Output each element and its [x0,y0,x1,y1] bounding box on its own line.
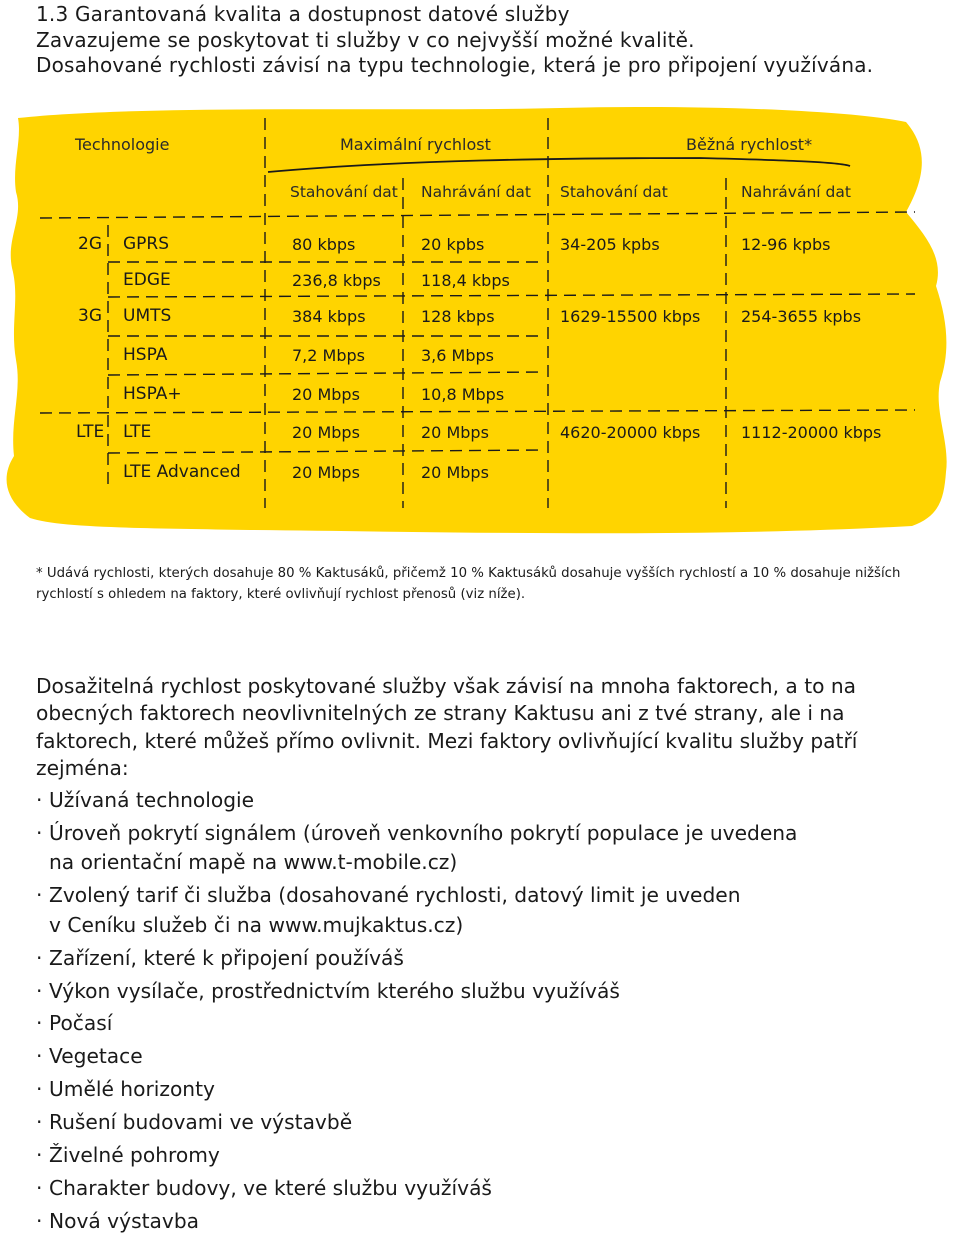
max-upload-value: 20 kpbs [421,235,485,254]
factor-text: Užívaná technologie [49,788,255,812]
typical-upload-value: 1112-20000 kbps [741,423,882,442]
bullet-icon: · [36,1044,43,1069]
speed-table-background [0,98,960,560]
max-download-value: 20 Mbps [292,463,360,482]
footnote: * Udává rychlosti, kterých dosahuje 80 % Kaktusáků, přičemž 10 % Kaktusáků dosahuje vyšších rychlostí a 10 % dosahuje nižších rychlostí s ohledem na faktory, které ovlivňují rychlost přenosů (viz níže). [36,566,901,602]
list-item [36,881,797,940]
factor-text: Umělé horizonty [49,1077,215,1102]
bullet-icon: · [36,1011,43,1036]
list-item [36,1042,797,1072]
typical-download-value: 4620-20000 kbps [560,423,701,442]
subheader-typical-download: Stahování dat [560,183,668,201]
factor-text: Rušení budovami ve výstavbě [49,1110,353,1135]
factor-text: Charakter budovy, ve které službu využíváš [49,1175,492,1200]
list-item [36,1009,797,1039]
header-typical-speed: Běžná rychlost* [686,135,813,154]
typical-download-value: 34-205 kpbs [560,235,660,254]
factor-text: Zvolený tarif či služba (dosahované rychlosti, datový limit je uveden [49,883,741,908]
subheader-max-upload: Nahrávání dat [421,183,531,201]
typical-upload-value: 254-3655 kpbs [741,307,862,326]
max-download-value: 20 Mbps [292,385,360,404]
heading [36,2,873,79]
list-item [36,1174,797,1204]
factor-text-continued: na orientační mapě na www.t-mobile.cz) [49,850,458,875]
max-download-value: 20 Mbps [292,423,360,442]
bullet-icon: · [36,1110,43,1135]
subheader-max-download: Stahování dat [290,183,398,201]
technology-name: LTE Advanced [123,462,241,482]
list-item [36,1207,797,1237]
generation-label: 2G [78,234,102,254]
generation-label: 3G [78,306,102,326]
max-upload-value: 118,4 kbps [421,271,510,290]
bullet-icon: · [36,883,43,908]
factors-list [36,786,797,1240]
max-download-value: 236,8 kbps [292,271,381,290]
header-max-speed: Maximální rychlost [340,135,491,154]
max-upload-value: 20 Mbps [421,423,489,442]
list-item [36,1141,797,1171]
typical-download-value: 1629-15500 kbps [560,307,701,326]
intro-line: Zavazujeme se poskytovat ti služby v co nejvyšší možné kvalitě. [36,27,695,52]
bullet-icon: · [36,1077,43,1102]
bullet-icon: · [36,1208,43,1233]
technology-name: UMTS [123,306,172,326]
bullet-icon: · [36,1143,43,1168]
list-item [36,977,797,1007]
max-upload-value: 10,8 Mbps [421,385,505,404]
list-item [36,1075,797,1105]
max-upload-value: 3,6 Mbps [421,346,494,365]
factor-text: Úroveň pokrytí signálem (úroveň venkovního pokrytí populace je uvedena [49,820,798,845]
factor-text: Zařízení, které k připojení používáš [49,945,404,970]
subheader-typical-upload: Nahrávání dat [741,183,851,201]
factor-text: Počasí [49,1011,113,1036]
max-download-value: 7,2 Mbps [292,346,365,365]
factor-text: Živelné pohromy [49,1143,220,1168]
technology-name: HSPA+ [123,384,182,404]
factor-text: Výkon vysílače, prostřednictvím kterého službu využíváš [49,978,620,1003]
bullet-icon: · [36,1175,43,1200]
technology-name: GPRS [123,234,170,254]
bullet-icon: · [36,978,43,1003]
max-upload-value: 20 Mbps [421,463,489,482]
list-item [36,1108,797,1138]
list-item [36,819,797,878]
list-item [36,786,797,816]
bullet-icon: · [36,945,43,970]
technology-name: HSPA [123,345,168,365]
intro-paragraph: Dosažitelná rychlost poskytované služby však závisí na mnoha faktorech, a to na obecných faktorech neovlivnitelných ze strany Kaktusu ani z tvé strany, ale i na faktorech, které můžeš přímo ovlivnit. Mezi faktory ovlivňující kvalitu služby patří zejména: [36,674,858,781]
generation-label: LTE [76,422,105,442]
technology-name: EDGE [123,270,171,290]
factor-text: Nová výstavba [49,1208,200,1233]
section-title: 1.3 Garantovaná kvalita a dostupnost datové služby [36,2,570,26]
max-download-value: 80 kbps [292,235,356,254]
intro-line: Dosahované rychlosti závisí na typu technologie, která je pro připojení využívána. [36,53,874,77]
technology-name: LTE [123,422,152,442]
max-upload-value: 128 kbps [421,307,495,326]
typical-upload-value: 12-96 kpbs [741,235,831,254]
list-item [36,944,797,974]
factor-text: Vegetace [49,1044,143,1069]
bullet-icon: · [36,820,43,845]
header-technology: Technologie [75,135,170,154]
bullet-icon: · [36,788,43,812]
factor-text-continued: v Ceníku služeb či na www.mujkaktus.cz) [49,912,464,937]
max-download-value: 384 kbps [292,307,366,326]
